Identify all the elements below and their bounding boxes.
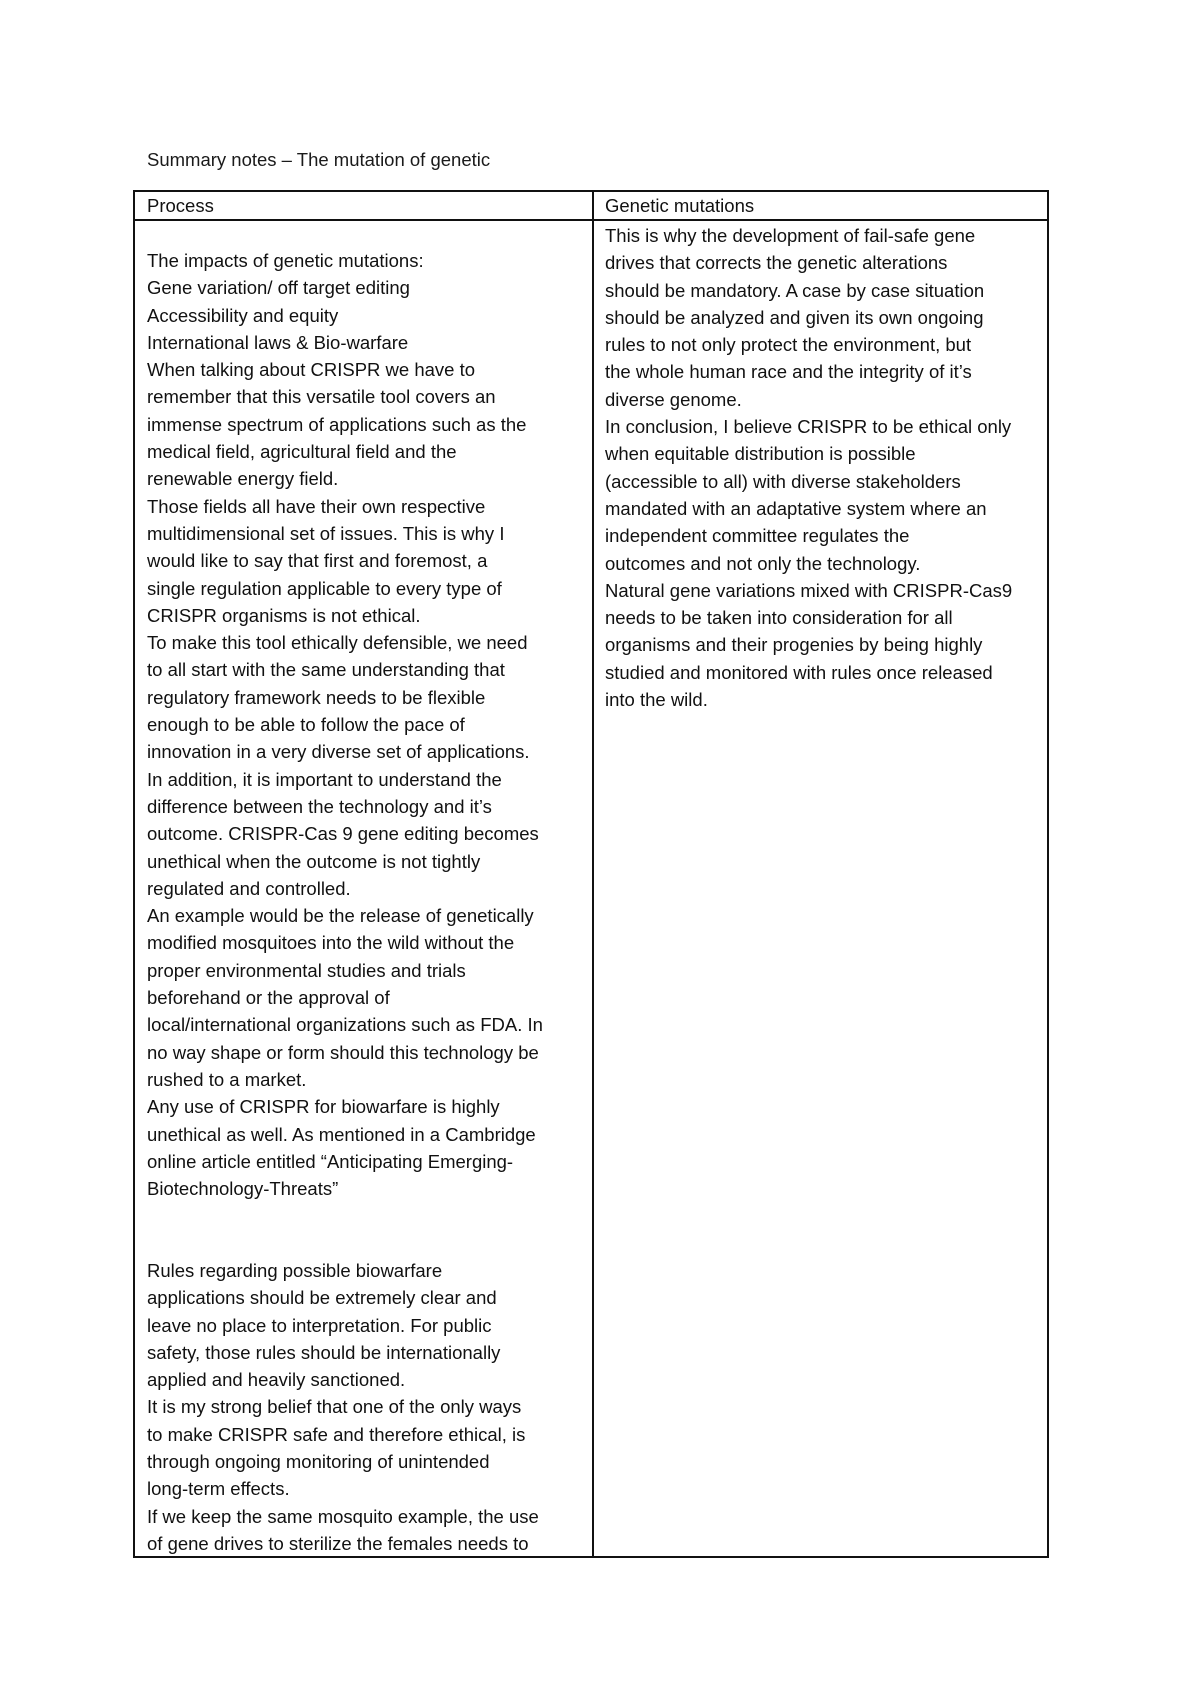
text-line — [147, 1202, 587, 1229]
text-line: of gene drives to sterilize the females needs to — [147, 1532, 529, 1554]
text-line: remember that this versatile tool covers an — [147, 386, 496, 408]
text-line: outcome. CRISPR-Cas 9 gene editing becomes — [147, 823, 539, 845]
text-line: CRISPR organisms is not ethical. — [147, 604, 421, 626]
text-line: applications should be extremely clear and — [147, 1287, 497, 1309]
text-line: rules to not only protect the environment, but — [605, 334, 972, 356]
text-line: proper environmental studies and trials — [147, 959, 466, 981]
text-line: safety, those rules should be internationally — [147, 1341, 501, 1363]
text-line: independent committee regulates the — [605, 525, 910, 547]
header-divider — [135, 219, 1047, 221]
text-line: the whole human race and the integrity of it’s — [605, 361, 972, 383]
text-line: local/international organizations such as FDA. In — [147, 1014, 543, 1036]
text-line: should be mandatory. A case by case situation — [605, 279, 985, 301]
text-line: Biotechnology-Threats” — [147, 1178, 339, 1200]
text-line: applied and heavily sanctioned. — [147, 1369, 406, 1391]
text-line — [147, 1230, 587, 1257]
text-line: It is my strong belief that one of the only ways — [147, 1396, 522, 1418]
text-line: regulatory framework needs to be flexible — [147, 686, 486, 708]
text-line: long-term effects. — [147, 1478, 290, 1500]
text-line: beforehand or the approval of — [147, 987, 390, 1009]
text-line: If we keep the same mosquito example, the use — [147, 1505, 539, 1527]
text-line: renewable energy field. — [147, 468, 339, 490]
text-line: The impacts of genetic mutations: — [147, 250, 424, 271]
text-line: would like to say that first and foremost, a — [147, 550, 488, 572]
text-line: unethical when the outcome is not tightly — [147, 850, 481, 872]
header-process: Process — [147, 195, 214, 216]
text-line: Rules regarding possible biowarfare — [147, 1259, 443, 1281]
text-line: To make this tool ethically defensible, we need — [147, 632, 528, 654]
text-line: to make CRISPR safe and therefore ethical, is — [147, 1423, 526, 1445]
text-line: medical field, agricultural field and the — [147, 441, 457, 463]
text-line: enough to be able to follow the pace of — [147, 714, 465, 736]
text-line: unethical as well. As mentioned in a Cambridge — [147, 1123, 536, 1145]
text-line: organisms and their progenies by being highly — [605, 634, 983, 656]
text-line: International laws & Bio-warfare — [147, 331, 409, 353]
text-line: modified mosquitoes into the wild without the — [147, 932, 515, 954]
text-line: Gene variation/ off target editing — [147, 277, 410, 299]
text-line: needs to be taken into consideration for all — [605, 607, 953, 629]
page-title: Summary notes – The mutation of genetic — [147, 149, 491, 170]
text-line: studied and monitored with rules once released — [605, 661, 993, 683]
text-line: diverse genome. — [605, 388, 742, 410]
text-line: innovation in a very diverse set of applications. — [147, 741, 530, 763]
text-line: through ongoing monitoring of unintended — [147, 1451, 490, 1473]
text-line: Natural gene variations mixed with CRISPR-Cas9 — [605, 579, 1013, 601]
text-line: single regulation applicable to every type of — [147, 577, 502, 599]
text-line: to all start with the same understanding that — [147, 659, 505, 681]
text-line: no way shape or form should this technology be — [147, 1041, 539, 1063]
text-line: This is why the development of fail-safe gene — [605, 225, 976, 246]
column-divider — [592, 192, 594, 1556]
text-line: online article entitled “Anticipating Emerging- — [147, 1150, 514, 1172]
text-line: into the wild. — [605, 689, 708, 711]
text-line: Accessibility and equity — [147, 304, 339, 326]
header-genetic-mutations: Genetic mutations — [605, 195, 755, 216]
text-line: Those fields all have their own respective — [147, 495, 486, 517]
text-line: outcomes and not only the technology. — [605, 552, 921, 574]
text-line: An example would be the release of genetically — [147, 905, 534, 927]
text-line: (accessible to all) with diverse stakeholders — [605, 470, 961, 492]
text-line: mandated with an adaptative system where an — [605, 497, 987, 519]
text-line: When talking about CRISPR we have to — [147, 359, 476, 381]
notes-table — [133, 190, 1049, 1558]
text-line: multidimensional set of issues. This is why I — [147, 522, 505, 544]
text-line: should be analyzed and given its own ongoing — [605, 306, 984, 328]
text-line: regulated and controlled. — [147, 877, 351, 899]
text-line: In addition, it is important to understand the — [147, 768, 502, 790]
text-line: difference between the technology and it’s — [147, 795, 492, 817]
text-line: rushed to a market. — [147, 1068, 307, 1090]
text-line: drives that corrects the genetic alterations — [605, 252, 948, 274]
text-line: In conclusion, I believe CRISPR to be ethical only — [605, 416, 1012, 438]
text-line: leave no place to interpretation. For public — [147, 1314, 492, 1336]
text-line: Any use of CRISPR for biowarfare is highly — [147, 1096, 500, 1118]
text-line: when equitable distribution is possible — [605, 443, 916, 465]
genetic-mutations-cell — [605, 222, 1045, 713]
process-cell — [147, 247, 587, 1557]
text-line: immense spectrum of applications such as the — [147, 413, 527, 435]
